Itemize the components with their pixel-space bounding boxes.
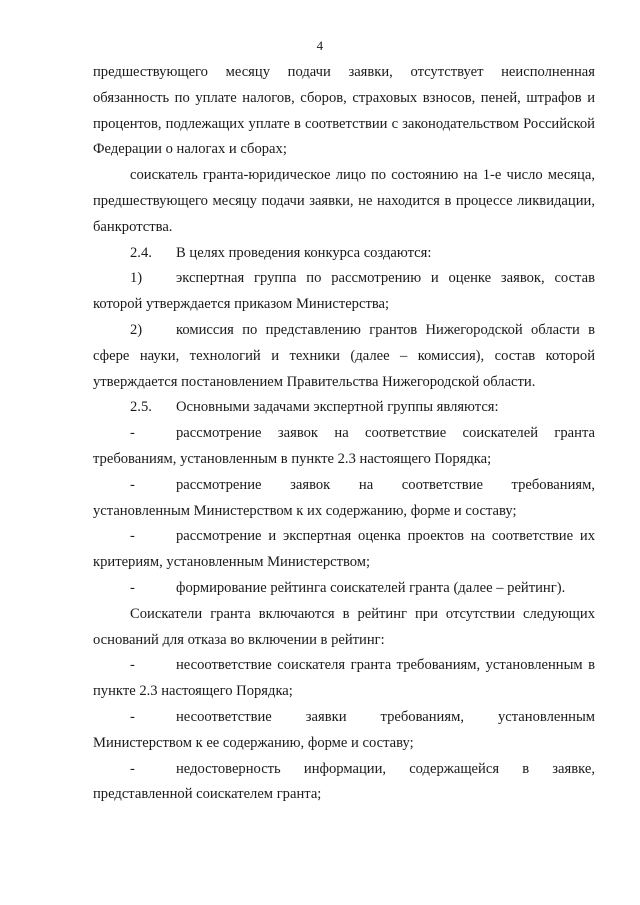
paragraph-rating-conditions: Соискатели гранта включаются в рейтинг при отсутствии следующих оснований для отказа во включении в рейтинг: [93, 605, 595, 648]
clause-2-5 [93, 395, 595, 421]
dash-marker: - [130, 476, 135, 493]
dash-item-3 [93, 524, 595, 576]
document-body [93, 60, 595, 808]
dash-marker: - [130, 708, 135, 725]
dash-item-4 [93, 576, 595, 602]
list-number: 1) [130, 270, 143, 287]
dash-item-5 [93, 653, 595, 705]
dash-item-text: недостоверность информации, содержащейся в заявке, представленной соискателем гранта; [93, 760, 595, 803]
dash-item-2 [93, 473, 595, 525]
dash-item-text: несоответствие соискателя гранта требованиям, установленным в пункте 2.3 настоящего Порядка; [93, 657, 595, 700]
dash-item-text: рассмотрение заявок на соответствие требованиям, установленным Министерством к их содержанию, форме и составу; [93, 476, 595, 519]
list-item-2 [93, 318, 595, 395]
dash-marker: - [130, 760, 135, 777]
list-text: комиссия по представлению грантов Нижегородской области в сфере науки, технологий и техники (далее – комиссия), состав которой утверждается постановлением Правительства Нижегородской области. [93, 321, 595, 390]
paragraph-liquidation: соискатель гранта-юридическое лицо по состоянию на 1-е число месяца, предшествующего месяцу подачи заявки, не находится в процессе ликвидации, банкротства. [93, 167, 595, 235]
dash-item-text: рассмотрение и экспертная оценка проектов на соответствие их критериям, установленным Министерством; [93, 528, 595, 571]
paragraph-continuation: обязанность по уплате налогов, сборов, страховых взносов, пеней, штрафов и процентов, подлежащих уплате в соответствии с законодательством Российской Федерации о налогах и сборах; [93, 89, 595, 158]
dash-item-text: формирование рейтинга соискателей гранта (далее – рейтинг). [176, 579, 566, 596]
clause-text: Основными задачами экспертной группы являются: [176, 399, 499, 416]
dash-item-6 [93, 705, 595, 757]
dash-marker: - [130, 425, 135, 442]
dash-item-1 [93, 421, 595, 473]
list-text: экспертная группа по рассмотрению и оценке заявок, состав которой утверждается приказом Министерства; [93, 270, 595, 313]
dash-marker: - [130, 579, 135, 596]
list-number: 2) [130, 321, 143, 338]
list-item-1 [93, 266, 595, 318]
dash-item-text: несоответствие заявки требованиям, установленным Министерством к ее содержанию, форме и составу; [93, 708, 595, 751]
paragraph-continuation-line: предшествующего месяцу подачи заявки, отсутствует неисполненная [93, 64, 595, 80]
clause-2-4 [93, 241, 595, 267]
page-number: 4 [316, 38, 324, 53]
clause-text: В целях проведения конкурса создаются: [176, 244, 432, 261]
dash-item-7 [93, 757, 595, 809]
clause-number: 2.4. [130, 244, 152, 261]
dash-marker: - [130, 657, 135, 674]
dash-item-text: рассмотрение заявок на соответствие соискателей гранта требованиям, установленным в пункте 2.3 настоящего Порядка; [93, 425, 595, 467]
clause-number: 2.5. [130, 399, 152, 416]
dash-marker: - [130, 528, 135, 545]
